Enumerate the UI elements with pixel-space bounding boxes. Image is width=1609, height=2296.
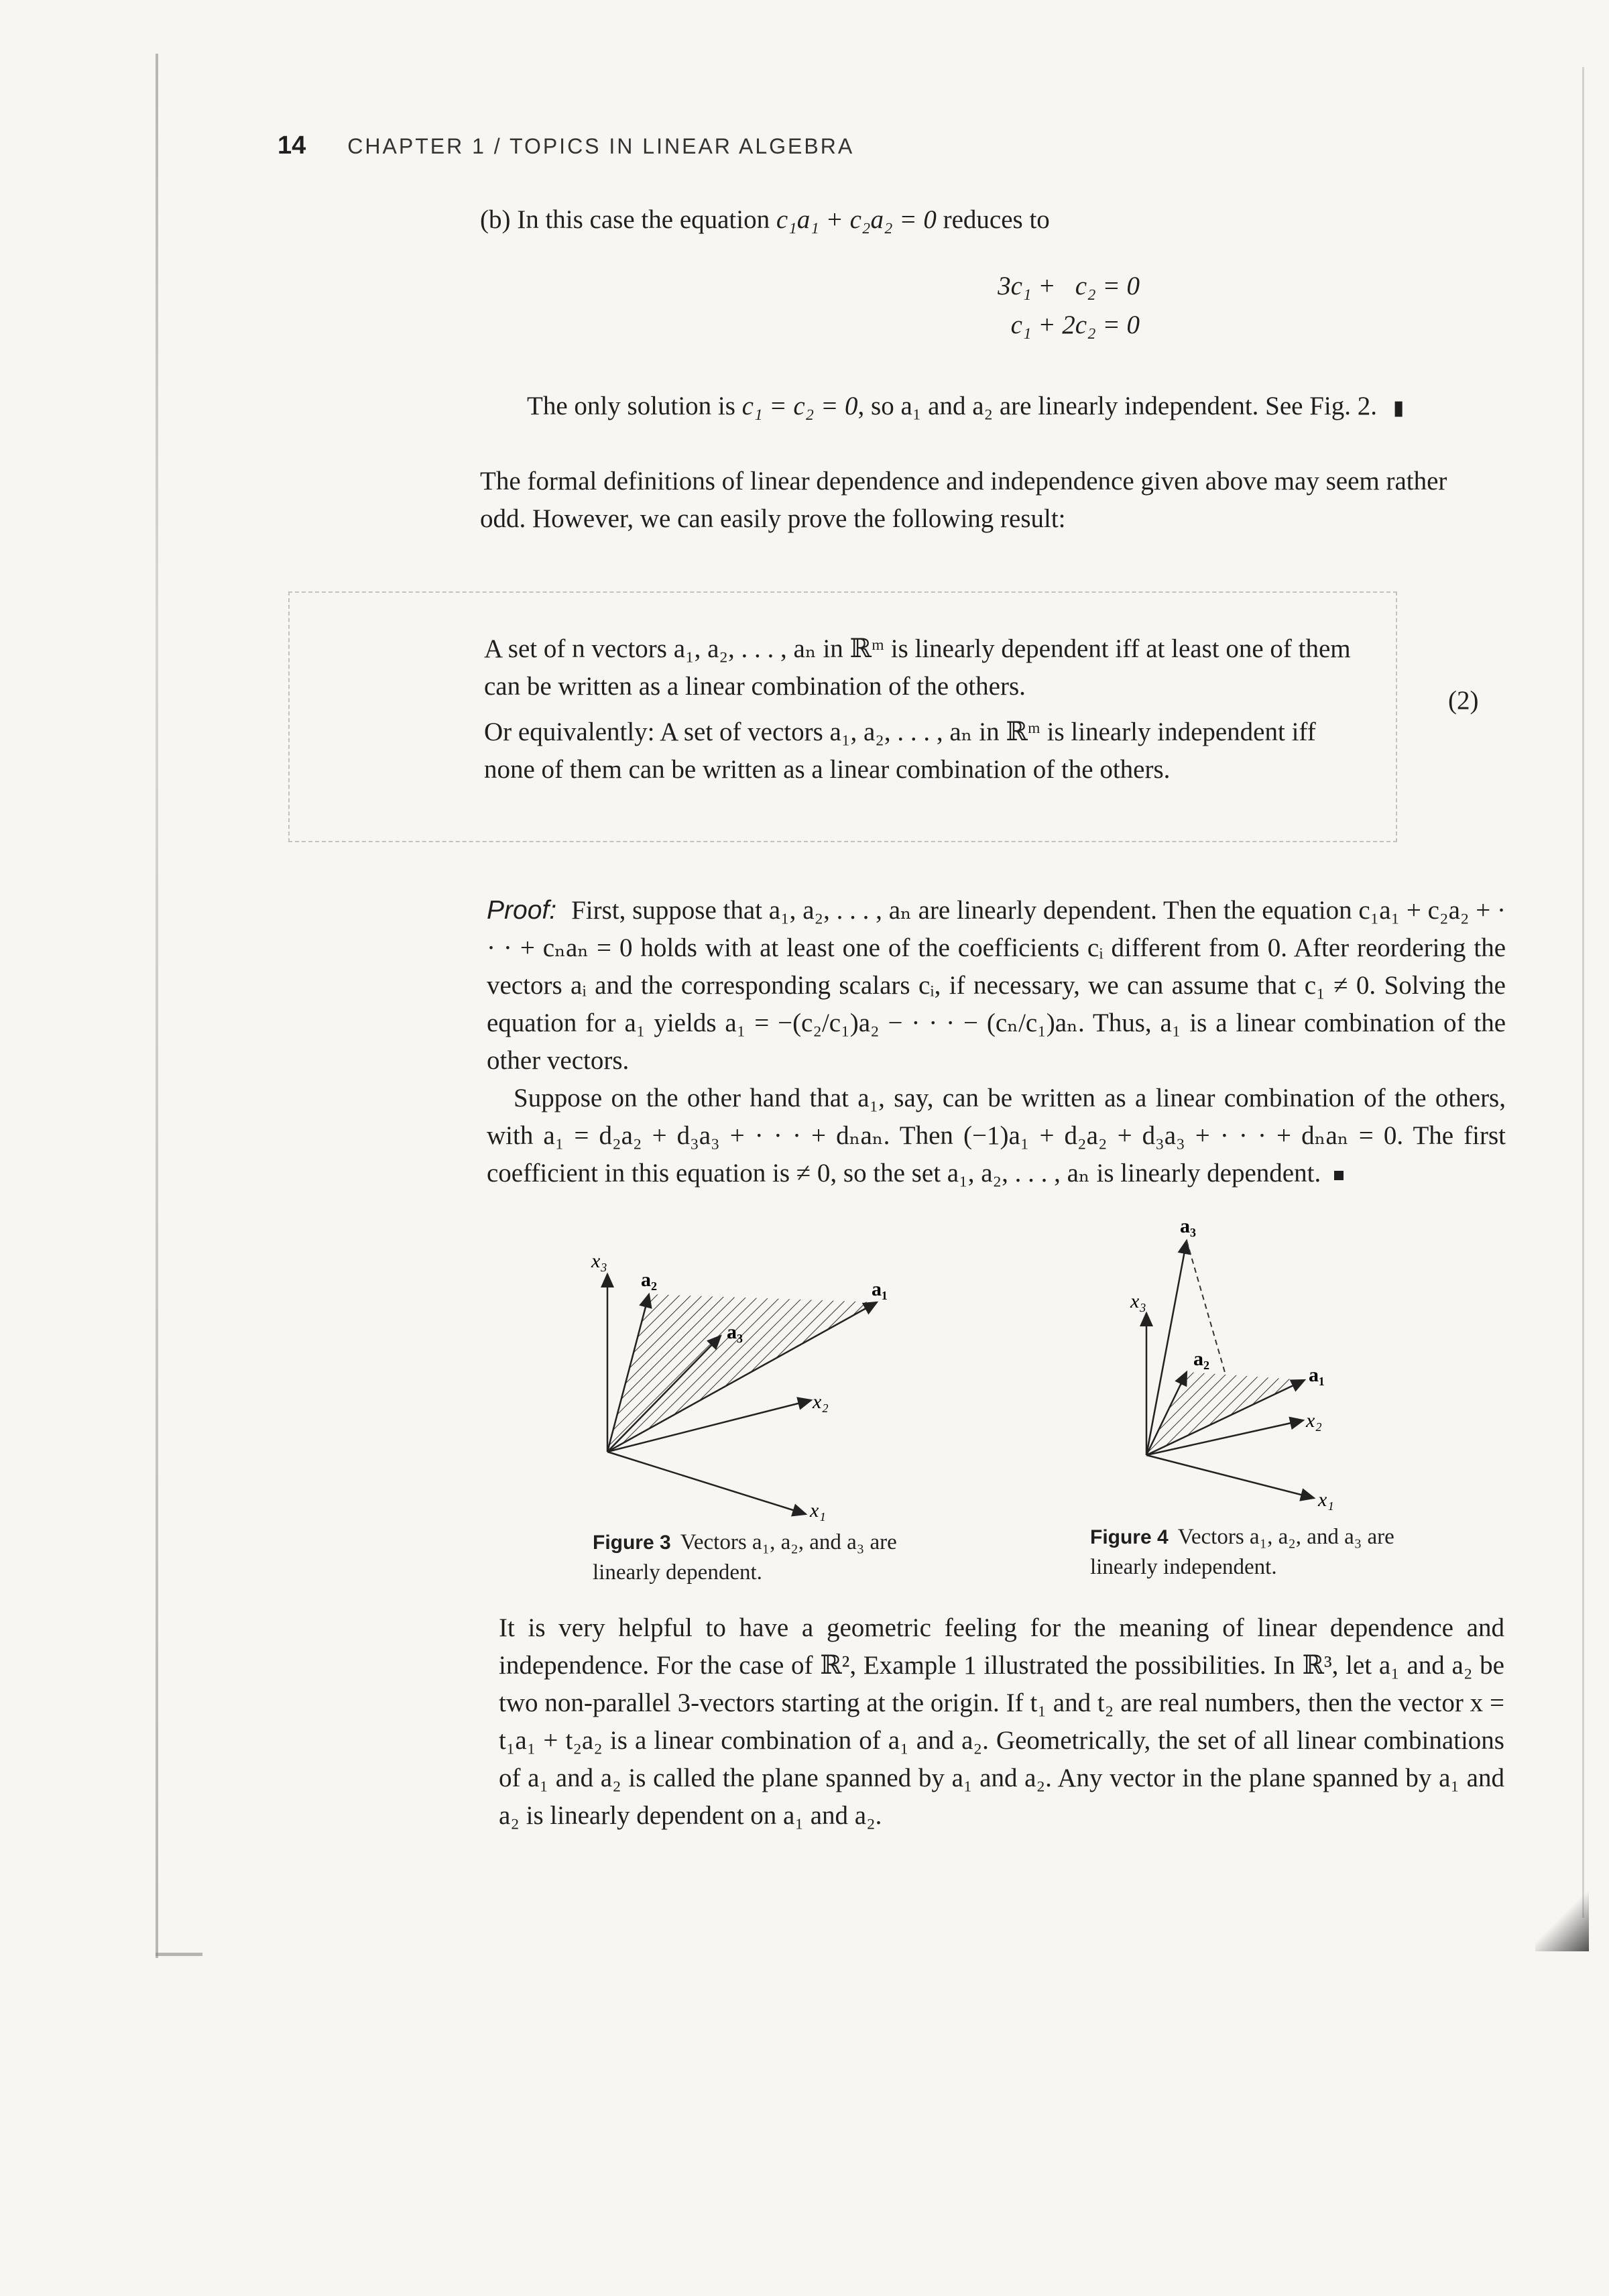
equation-line-2: c₁ + 2c₂ = 0 [1010,310,1140,339]
part-b-intro [480,201,1050,239]
running-head: CHAPTER 1 / TOPICS IN LINEAR ALGEBRA [347,134,855,158]
figure-4-label-x2: x₂ [1306,1410,1322,1432]
figure-4-label-x3: x₃ [1130,1290,1146,1312]
figure-3-label-x2: x₂ [813,1391,829,1413]
proof-paragraph-1 [487,892,1506,1080]
page-corner-shadow [1535,1891,1589,1951]
figure-4-label-x1: x₁ [1318,1489,1334,1511]
page-edge-left [156,54,158,1958]
part-b-equation: c₁a₁ + c₂a₂ = 0 [776,205,937,234]
proof-text-1: First, suppose that a₁, a₂, . . . , aₙ are linearly dependent. Then the equation c₁a₁ + c₂a₂ + · · · + cₙaₙ = 0 holds with at least one of the coefficients cᵢ different from 0. After reordering the vectors aᵢ and the corresponding scalars cᵢ, if necessary, we can assume that c₁ ≠ 0. Solving the equation for a₁ yields a₁ = −(c₂/c₁)a₂ − · · · − (cₙ/c₁)aₙ. Thus, a₁ is a linear combination of the other vectors. [487,896,1506,1075]
figure-3-caption-text: Vectors a₁, a₂, and a₃ are linearly dependent. [593,1530,897,1585]
figure-4-label-a1: a₁ [1309,1364,1325,1386]
figure-3-diagram [583,1220,932,1529]
page-edge-right [1582,67,1584,1918]
page-edge-foot [156,1953,202,1956]
closing-paragraph: It is very helpful to have a geometric feeling for the meaning of linear dependence and independence. For the case of ℝ², Example 1 illustrated the possibilities. In ℝ³, let a₁ and a₂ be two non-parallel 3-vectors starting at the origin. If t₁ and t₂ are real numbers, then the vector x = t₁a₁ + t₂a₂ is a linear combination of a₁ and a₂. Geometrically, the set of all linear combinations of a₁ and a₂ is called the plane spanned by a₁ and a₂. Any vector in the plane spanned by a₁ and a₂ is linearly dependent on a₁ and a₂. [499,1613,1504,1830]
intro-paragraph: The formal definitions of linear dependence and independence given above may seem rather odd. However, we can easily prove the following result: [480,467,1447,533]
equation-system [872,267,1140,345]
proof-label: Proof: [487,896,557,925]
end-of-example-mark: ▮ [1392,397,1405,419]
figure-4-x1-axis [1146,1455,1314,1498]
proof-paragraph-2 [487,1080,1506,1192]
conclusion-post: , so a₁ and a₂ are linearly independent. See Fig. 2. [857,392,1378,420]
figure-4-caption [1090,1522,1439,1582]
page-number: 14 [278,131,306,160]
figure-3-label-x1: x₁ [810,1499,826,1522]
equation-line-1: 3c₁ + c₂ = 0 [998,272,1140,300]
part-b-label: (b) In this case the equation [480,205,770,234]
figure-3-caption-title: Figure 3 [593,1532,671,1554]
figure-4-spanned-plane [1146,1372,1305,1455]
theorem-statement-2: Or equivalently: A set of vectors a₁, a₂, . . . , aₙ in ℝᵐ is linearly independent iff none of them can be written as a linear combination of the others. [484,718,1316,784]
figure-3-label-x3: x₃ [591,1250,607,1272]
part-b-suffix: reduces to [943,205,1050,234]
figure-4-caption-text: Vectors a₁, a₂, and a₃ are linearly independent. [1090,1525,1394,1579]
conclusion-equation: c₁ = c₂ = 0 [741,392,858,420]
proof-text-2: Suppose on the other hand that a₁, say, can be written as a linear combination of the others, with a₁ = d₂a₂ + d₃a₃ + · · · + dₙaₙ. Then (−1)a₁ + d₂a₂ + d₃a₃ + · · · + dₙaₙ = 0. The first coefficient in this equation is ≠ 0, so the set a₁, a₂, . . . , aₙ is linearly dependent. [487,1084,1506,1188]
figure-3-spanned-plane [607,1294,877,1452]
figure-3-x1-axis [607,1452,806,1514]
figure-4-label-a3: a₃ [1180,1215,1196,1237]
proof [487,892,1506,1192]
figure-3-label-a3: a₃ [727,1321,743,1343]
figure-4-caption-title: Figure 4 [1090,1526,1169,1548]
figure-3-caption [593,1528,941,1587]
running-header [278,131,854,165]
theorem-statement-1: A set of n vectors a₁, a₂, . . . , aₙ in ℝᵐ is linearly dependent iff at least one of them can be written as a linear combination of the others. [484,634,1351,701]
conclusion-pre: The only solution is [527,392,735,420]
figure-3-label-a1: a₁ [872,1278,888,1300]
figure-4-label-a2: a₂ [1193,1348,1209,1370]
figure-3-label-a2: a₂ [641,1269,657,1291]
figure-4-diagram [1113,1214,1368,1522]
qed-square-icon [1334,1171,1344,1180]
part-b-conclusion [527,388,1404,427]
theorem-number: (2) [1448,686,1479,715]
